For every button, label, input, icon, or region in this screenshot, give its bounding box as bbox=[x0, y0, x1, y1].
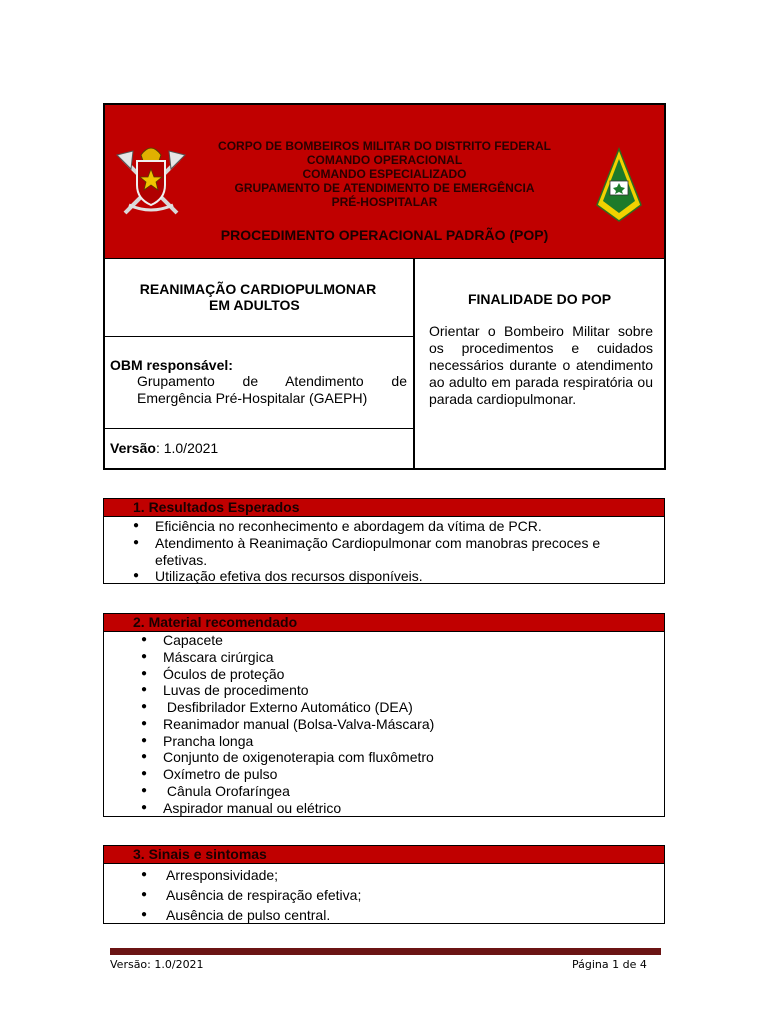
bullet-list bbox=[104, 632, 664, 816]
bullet-icon: ● bbox=[133, 520, 140, 531]
pop-title: PROCEDIMENTO OPERACIONAL PADRÃO (POP) bbox=[220, 227, 549, 243]
bullet-icon: ● bbox=[141, 701, 148, 712]
footer-version: Versão: 1.0/2021 bbox=[110, 958, 204, 971]
list-item-text: Arresponsividade; bbox=[166, 867, 279, 883]
list-item-text: Capacete bbox=[163, 632, 223, 648]
list-item-text: Ausência de respiração efetiva; bbox=[166, 887, 362, 903]
list-item-text: Oxímetro de pulso bbox=[163, 766, 278, 782]
bullet-icon: ● bbox=[141, 869, 148, 880]
list-item bbox=[104, 800, 664, 817]
version-value: : 1.0/2021 bbox=[155, 440, 219, 456]
bullet-icon: ● bbox=[141, 784, 148, 796]
obm-label: OBM responsável: bbox=[110, 357, 233, 373]
bullet-icon: ● bbox=[141, 768, 148, 779]
list-item-text: Desfibrilador Externo Automático (DEA) bbox=[163, 699, 413, 715]
list-item-text: Prancha longa bbox=[163, 732, 254, 749]
procedure-title bbox=[129, 281, 399, 313]
header-line-5: PRÉ-HOSPITALAR bbox=[331, 195, 438, 209]
section-heading: 3. Sinais e sintomas bbox=[104, 846, 664, 864]
bullet-icon: ● bbox=[141, 684, 148, 696]
section-resultados bbox=[103, 498, 665, 584]
finalidade-title: FINALIDADE DO POP bbox=[467, 291, 612, 307]
procedure-title-line-1: REANIMAÇÃO CARDIOPULMONAR bbox=[139, 281, 377, 297]
list-item bbox=[104, 783, 664, 800]
bullet-icon: ● bbox=[141, 667, 148, 679]
list-item bbox=[104, 568, 664, 585]
footer-rule bbox=[110, 948, 661, 955]
list-item bbox=[104, 649, 664, 666]
bullet-icon: ● bbox=[133, 536, 140, 548]
section-material bbox=[103, 613, 665, 817]
section-heading: 1. Resultados Esperados bbox=[104, 499, 664, 517]
list-item-text: Ausência de pulso central. bbox=[166, 907, 331, 923]
list-item-text: Óculos de proteção bbox=[163, 665, 285, 682]
list-item bbox=[104, 766, 664, 783]
list-item bbox=[104, 885, 664, 905]
header-line-4: GRUPAMENTO DE ATENDIMENTO DE EMERGÊNCIA bbox=[234, 181, 535, 195]
list-item-text: Atendimento à Reanimação Cardiopulmonar com manobras precoces e efetivas. bbox=[155, 534, 601, 568]
header-banner bbox=[105, 105, 664, 259]
version-line bbox=[110, 440, 218, 456]
bullet-icon: ● bbox=[141, 650, 148, 662]
header-line-3: COMANDO ESPECIALIZADO bbox=[302, 167, 467, 181]
list-item-text: Luvas de procedimento bbox=[163, 682, 309, 699]
list-item bbox=[104, 682, 664, 699]
header-table bbox=[103, 103, 666, 470]
bullet-icon: ● bbox=[141, 734, 148, 746]
bullet-icon: ● bbox=[141, 751, 148, 763]
procedure-title-cell bbox=[105, 259, 413, 337]
list-item bbox=[104, 535, 664, 569]
bullet-icon: ● bbox=[141, 889, 148, 900]
bullet-list bbox=[104, 517, 664, 585]
list-item bbox=[104, 518, 664, 535]
list-item bbox=[104, 905, 664, 925]
version-cell bbox=[105, 428, 413, 468]
section-sinais bbox=[103, 845, 665, 924]
footer-page-number: Página 1 de 4 bbox=[572, 958, 647, 971]
bullet-icon: ● bbox=[141, 717, 148, 729]
list-item-text: Cânula Orofaríngea bbox=[163, 782, 290, 799]
list-item-text: Máscara cirúrgica bbox=[163, 648, 274, 665]
list-item-text: Aspirador manual ou elétrico bbox=[163, 799, 342, 816]
procedure-title-line-2: EM ADULTOS bbox=[209, 297, 300, 313]
right-column bbox=[415, 259, 664, 468]
left-column bbox=[105, 259, 415, 468]
section-heading: 2. Material recomendado bbox=[104, 614, 664, 632]
bullet-icon: ● bbox=[133, 570, 140, 582]
list-item-text: Conjunto de oxigenoterapia com fluxômetro bbox=[163, 749, 434, 766]
list-item bbox=[104, 749, 664, 766]
version-label: Versão bbox=[110, 440, 156, 456]
bullet-icon: ● bbox=[141, 801, 148, 813]
obm-cell bbox=[105, 336, 413, 429]
list-item bbox=[104, 632, 664, 649]
list-item-text: Reanimador manual (Bolsa-Valva-Máscara) bbox=[163, 715, 435, 732]
list-item bbox=[104, 666, 664, 683]
finalidade-text: Orientar o Bombeiro Militar sobre os procedimentos e cuidados necessários durante o atendimento ao adulto em parada respiratória ou parada cardiopulmonar. bbox=[429, 323, 653, 407]
list-item-text: Utilização efetiva dos recursos disponíveis. bbox=[155, 568, 423, 585]
list-item bbox=[104, 733, 664, 750]
list-item-text: Eficiência no reconhecimento e abordagem da vítima de PCR. bbox=[155, 518, 542, 534]
header-line-2: COMANDO OPERACIONAL bbox=[306, 153, 463, 167]
list-item bbox=[104, 699, 664, 716]
list-item bbox=[104, 716, 664, 733]
obm-text: Grupamento de Atendimento de Emergência Pré-Hospitalar (GAEPH) bbox=[137, 373, 407, 406]
bullet-icon: ● bbox=[141, 634, 148, 645]
bullet-icon: ● bbox=[141, 909, 148, 920]
header-line-1: CORPO DE BOMBEIROS MILITAR DO DISTRITO FEDERAL bbox=[218, 139, 551, 153]
bullet-list bbox=[104, 864, 664, 925]
list-item bbox=[104, 865, 664, 885]
